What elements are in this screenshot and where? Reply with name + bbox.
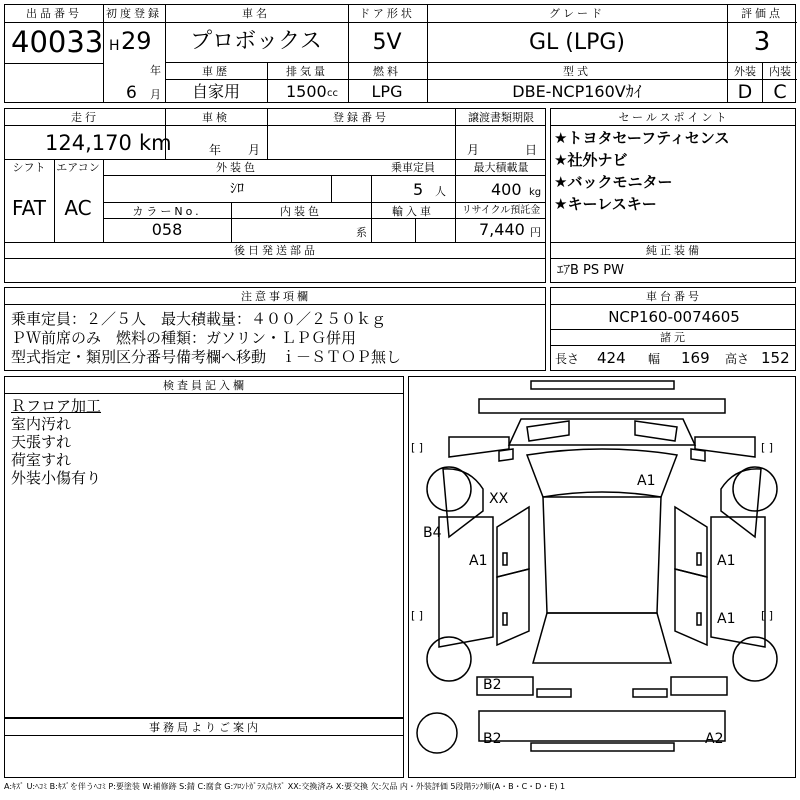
car-name: プロボックス: [190, 29, 322, 54]
lot-number: 40033: [11, 25, 104, 59]
model-label: 型式: [563, 65, 591, 78]
inspector-line-2: 室内汚れ: [11, 415, 72, 433]
specs-label: 諸元: [660, 331, 688, 344]
equipment-label: 純正装備: [646, 244, 702, 257]
import-label: 輸入車: [392, 205, 434, 218]
year-unit: 年: [150, 64, 161, 77]
recycle-unit: 円: [530, 226, 541, 239]
equipment-value: ｴｱB PS PW: [557, 263, 624, 278]
inspection-month-unit: 月: [248, 143, 261, 157]
chassis-value: NCP160-0074605: [608, 308, 740, 326]
ac-label: エアコン: [56, 161, 100, 174]
mileage-label: 走行: [71, 111, 99, 124]
inspection-year-unit: 年: [209, 143, 222, 157]
first-reg-label: 初度登録: [106, 7, 162, 20]
sales-point-3: ★バックモニター: [554, 173, 673, 191]
vehicle-detail-block: [4, 108, 546, 283]
office-label: 事務局よりご案内: [149, 721, 261, 734]
notes-block: [4, 287, 546, 371]
chassis-label: 車台番号: [646, 290, 702, 303]
chassis-block: [550, 287, 796, 371]
int-color-unit: 系: [356, 226, 367, 239]
color-value: ｼﾛ: [230, 181, 244, 197]
inspector-block: [4, 376, 404, 718]
transfer-day-unit: 日: [525, 143, 538, 157]
capacity-value: 5: [413, 180, 424, 199]
width-value: 169: [681, 349, 710, 367]
inspector-label: 検査員記入欄: [163, 379, 247, 392]
displacement-label: 排気量: [286, 65, 328, 78]
fuel-label: 燃料: [373, 65, 401, 78]
door-value: 5V: [372, 30, 402, 55]
plate-label: 登録番号: [333, 111, 389, 124]
mark-front-left: XX: [489, 491, 509, 507]
shift-value: FAT: [11, 196, 47, 220]
history-value: 自家用: [191, 82, 241, 101]
notes-line-1: 乗車定員：２／５人 最大積載量：４００／２５０ｋｇ: [11, 310, 387, 328]
int-color-label: 内装色: [280, 205, 322, 218]
exterior-grade: D: [737, 81, 753, 103]
car-outline-diagram: [409, 377, 795, 777]
capacity-unit: 人: [435, 185, 446, 198]
length-label: 長さ: [555, 352, 580, 366]
era: H: [109, 38, 120, 54]
model-value: DBE-NCP160Vｶｲ: [512, 82, 642, 101]
mileage-value: 124,170: [45, 131, 132, 155]
mark-left-front-door: A1: [469, 553, 488, 569]
exterior-label: 外装: [734, 65, 756, 78]
sales-point-4: ★キーレスキー: [554, 195, 657, 213]
sales-point-1: ★トヨタセーフティセンス: [554, 129, 730, 147]
sales-point-2: ★社外ナビ: [554, 151, 628, 169]
grade-value: GL (LPG): [528, 30, 626, 55]
width-label: 幅: [648, 352, 661, 366]
car-name-label: 車名: [242, 7, 270, 20]
inspector-line-3: 天張すれ: [11, 433, 72, 451]
mark-right-rear-door: A1: [717, 611, 736, 627]
inspection-label: 車検: [202, 111, 230, 124]
recycle-label: リサイクル預託金: [461, 205, 541, 216]
fuel-value: LPG: [371, 82, 403, 101]
interior-label: 内装: [769, 65, 791, 78]
month-unit: 月: [150, 88, 161, 101]
notes-label: 注意事項欄: [241, 290, 311, 303]
load-unit: kg: [529, 187, 542, 198]
reg-year: 29: [121, 27, 152, 55]
displacement-value: 1500: [286, 82, 327, 101]
transfer-label: 譲渡書類期限: [468, 111, 534, 124]
bracket-left-lower: [ ]: [411, 609, 424, 622]
ac-value: AC: [64, 196, 92, 220]
length-value: 424: [597, 349, 626, 367]
door-label: ドア形状: [359, 7, 415, 20]
mark-left-fender: B4: [423, 525, 442, 541]
sales-points-block: [550, 108, 796, 283]
score-label: 評価点: [741, 7, 783, 20]
notes-line-3: 型式指定・類別区分番号備考欄へ移動 ｉ－ＳＴＯＰ無し: [11, 348, 402, 366]
inspector-line-1: Ｒフロア加工: [11, 397, 102, 415]
height-label: 高さ: [725, 352, 750, 366]
mileage-unit: km: [139, 131, 172, 155]
color-no-label: カラーNo.: [132, 205, 202, 218]
shift-label: シフト: [12, 161, 46, 174]
office-block: [4, 718, 404, 778]
inspector-line-4: 荷室すれ: [11, 451, 72, 469]
header-block: [4, 4, 796, 103]
mark-left-rear: B2: [483, 731, 502, 747]
damage-diagram: [408, 376, 796, 778]
sales-points-label: セールスポイント: [618, 111, 730, 124]
interior-grade: C: [773, 81, 787, 103]
load-value: 400: [491, 180, 522, 199]
color-label: 外装色: [216, 161, 258, 174]
later-parts-label: 後日発送部品: [234, 244, 318, 257]
color-no-value: 058: [151, 220, 183, 239]
mark-right-front-door: A1: [717, 553, 736, 569]
score-value: 3: [753, 27, 771, 57]
bracket-right-lower: [ ]: [761, 609, 774, 622]
bracket-left: [ ]: [411, 441, 424, 454]
height-value: 152: [761, 349, 790, 367]
notes-line-2: ＰＷ前席のみ 燃料の種類：ガソリン・ＬＰＧ併用: [11, 329, 357, 347]
mark-right-rear: A2: [705, 731, 724, 747]
recycle-value: 7,440: [479, 220, 525, 239]
displacement-unit: cc: [327, 88, 338, 99]
history-label: 車歴: [202, 65, 230, 78]
grade-label: グレード: [549, 7, 605, 20]
mark-roof: A1: [637, 473, 656, 489]
legend: A:ｷｽﾞ U:ﾍｺﾐ B:ｷｽﾞを伴うﾍｺﾐ P:要塗装 W:補修跡 S:錆 C:腐食 G:ﾌﾛﾝﾄｶﾞﾗｽ点ｷｽﾞ XX:交換済み X:要交換 欠:欠品 内・外装評価 5段階ﾗﾝｸ順(A・B・C・D・E) 1: [4, 782, 566, 791]
load-label: 最大積載量: [473, 161, 529, 174]
reg-month: 6: [126, 83, 137, 103]
mark-left-quarter: B2: [483, 677, 502, 693]
inspector-line-5: 外装小傷有り: [11, 469, 102, 487]
transfer-month-unit: 月: [467, 143, 480, 157]
capacity-label: 乗車定員: [391, 161, 435, 174]
bracket-right: [ ]: [761, 441, 774, 454]
lot-label: 出品番号: [26, 7, 82, 20]
